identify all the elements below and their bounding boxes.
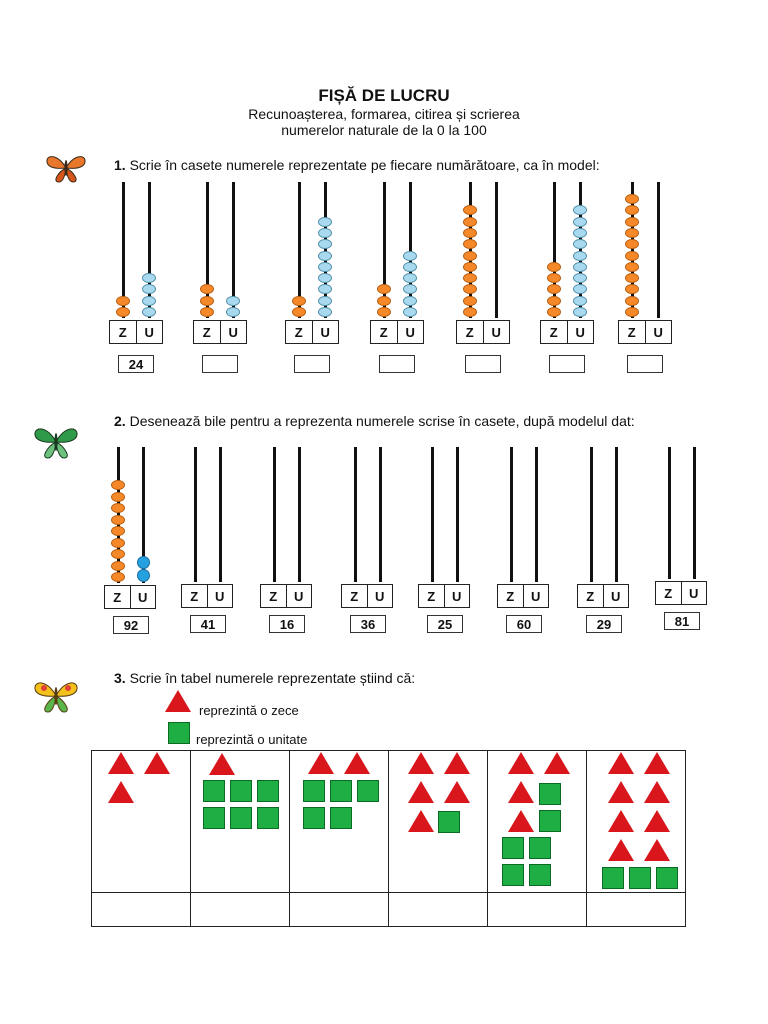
units-rod (693, 447, 696, 579)
tens-rod (510, 447, 513, 582)
table-answer-cell[interactable] (389, 893, 488, 927)
tens-label: Z (465, 324, 474, 340)
zu-label-box (655, 581, 707, 605)
number-box: 16 (269, 615, 305, 633)
units-bead (318, 228, 332, 238)
units-bead (318, 239, 332, 249)
unit-square (330, 780, 352, 802)
exercise-1-instruction (114, 157, 600, 173)
tens-bead (377, 296, 391, 306)
ten-triangle (508, 810, 534, 832)
unit-square (330, 807, 352, 829)
zu-label-box (181, 584, 233, 608)
tens-bead (463, 251, 477, 261)
units-label: U (645, 321, 672, 343)
answer-box[interactable] (549, 355, 585, 373)
tens-bead (463, 228, 477, 238)
ten-triangle (408, 781, 434, 803)
number-box: 92 (113, 616, 149, 634)
legend-triangle-text: reprezintă o zece (199, 703, 299, 718)
tens-bead (625, 307, 639, 317)
answer-box[interactable] (627, 355, 663, 373)
units-label: U (367, 585, 393, 607)
units-rod (379, 447, 382, 582)
tens-bead (547, 307, 561, 317)
tens-bead (547, 296, 561, 306)
tens-bead (111, 538, 125, 548)
tens-bead (625, 273, 639, 283)
units-rod (657, 182, 660, 318)
exercise-2-instruction (114, 413, 635, 429)
units-bead (318, 262, 332, 272)
table-answer-cell[interactable] (587, 893, 686, 927)
legend-square-text: reprezintă o unitate (196, 732, 308, 747)
ten-triangle (344, 752, 370, 774)
tens-bead (377, 284, 391, 294)
zu-label-box (456, 320, 510, 344)
tens-bead (111, 561, 125, 571)
tens-rod (194, 447, 197, 582)
tens-bead (625, 239, 639, 249)
tens-label: Z (269, 588, 278, 604)
units-bead (318, 307, 332, 317)
ten-triangle (608, 810, 634, 832)
units-bead (403, 284, 417, 294)
ten-triangle (608, 781, 634, 803)
tens-bead (547, 273, 561, 283)
units-bead (573, 284, 587, 294)
units-bead (403, 273, 417, 283)
tens-label: Z (350, 588, 359, 604)
table-cell-shapes (92, 751, 191, 893)
unit-square (203, 780, 225, 802)
units-label: U (130, 586, 156, 608)
tens-bead (463, 296, 477, 306)
tens-bead (625, 284, 639, 294)
tens-bead (547, 262, 561, 272)
butterfly-icon (32, 678, 80, 714)
tens-bead (111, 492, 125, 502)
units-bead (403, 307, 417, 317)
units-label: U (286, 585, 312, 607)
butterfly-icon (32, 424, 80, 460)
unit-square (539, 783, 561, 805)
tens-label: Z (549, 324, 558, 340)
number-box: 60 (506, 615, 542, 633)
units-label: U (567, 321, 594, 343)
tens-label: Z (586, 588, 595, 604)
units-bead (226, 307, 240, 317)
exercise-1-text: Scrie în casete numerele reprezentate pe fiecare numărătoare, ca în model: (129, 157, 600, 173)
ten-triangle (644, 839, 670, 861)
tens-rod (431, 447, 434, 582)
ten-triangle (508, 752, 534, 774)
tens-bead (463, 307, 477, 317)
unit-square (303, 780, 325, 802)
butterfly-icon (44, 152, 88, 184)
tens-rod (273, 447, 276, 582)
units-rod (456, 447, 459, 582)
units-bead (137, 556, 150, 569)
unit-square (230, 780, 252, 802)
zu-label-box (193, 320, 247, 344)
tens-bead (463, 273, 477, 283)
number-box: 41 (190, 615, 226, 633)
ten-triangle (308, 752, 334, 774)
tens-bead (116, 307, 130, 317)
exercise-3-number: 3. (114, 670, 126, 686)
tens-bead (463, 239, 477, 249)
legend-triangle-icon (165, 690, 191, 712)
table-answer-cell[interactable] (290, 893, 389, 927)
units-bead (403, 251, 417, 261)
tens-label: Z (202, 324, 211, 340)
tens-bead (111, 503, 125, 513)
table-answer-cell[interactable] (488, 893, 587, 927)
units-label: U (681, 582, 707, 604)
zu-label-box (618, 320, 672, 344)
units-label: U (444, 585, 470, 607)
ten-triangle (608, 752, 634, 774)
ten-triangle (408, 752, 434, 774)
units-bead (318, 273, 332, 283)
tens-bead (116, 296, 130, 306)
units-label: U (220, 321, 247, 343)
units-bead (318, 217, 332, 227)
units-label: U (603, 585, 629, 607)
units-bead (573, 228, 587, 238)
exercise-3-table (91, 750, 686, 927)
number-box: 81 (664, 612, 700, 630)
units-bead (573, 273, 587, 283)
tens-rod (668, 447, 671, 579)
tens-bead (111, 549, 125, 559)
tens-label: Z (427, 588, 436, 604)
ten-triangle (108, 781, 134, 803)
tens-bead (463, 217, 477, 227)
units-bead (573, 307, 587, 317)
exercise-2-number: 2. (114, 413, 126, 429)
exercise-3-text: Scrie în tabel numerele reprezentate știind că: (129, 670, 416, 686)
tens-bead (200, 296, 214, 306)
tens-bead (625, 194, 639, 204)
legend-square-icon (168, 722, 190, 744)
unit-square (230, 807, 252, 829)
tens-bead (463, 262, 477, 272)
units-bead (318, 284, 332, 294)
tens-bead (463, 205, 477, 215)
tens-bead (200, 284, 214, 294)
unit-square (539, 810, 561, 832)
ten-triangle (444, 752, 470, 774)
unit-square (303, 807, 325, 829)
ten-triangle (508, 781, 534, 803)
units-rod (298, 447, 301, 582)
ten-triangle (108, 752, 134, 774)
units-bead (573, 217, 587, 227)
tens-bead (625, 205, 639, 215)
ten-triangle (644, 752, 670, 774)
unit-square (529, 837, 551, 859)
tens-rod (590, 447, 593, 582)
tens-label: Z (118, 324, 127, 340)
ten-triangle (644, 810, 670, 832)
units-bead (403, 262, 417, 272)
table-answer-cell[interactable] (92, 893, 191, 927)
units-bead (142, 307, 156, 317)
answer-box[interactable] (465, 355, 501, 373)
answer-box[interactable] (294, 355, 330, 373)
units-bead (573, 262, 587, 272)
tens-label: Z (379, 324, 388, 340)
tens-bead (625, 296, 639, 306)
units-rod (495, 182, 498, 318)
zu-label-box (341, 584, 393, 608)
unit-square (502, 837, 524, 859)
ten-triangle (408, 810, 434, 832)
tens-bead (292, 296, 306, 306)
tens-label: Z (506, 588, 515, 604)
zu-label-box (109, 320, 163, 344)
unit-square (529, 864, 551, 886)
units-bead (226, 296, 240, 306)
subtitle-line-1: Recunoașterea, formarea, citirea și scrierea (248, 106, 520, 122)
ten-triangle (444, 781, 470, 803)
units-bead (403, 296, 417, 306)
answer-box[interactable] (379, 355, 415, 373)
tens-bead (111, 515, 125, 525)
unit-square (257, 807, 279, 829)
units-label: U (312, 321, 339, 343)
tens-bead (625, 228, 639, 238)
zu-label-box (370, 320, 424, 344)
unit-square (257, 780, 279, 802)
zu-label-box (497, 584, 549, 608)
unit-square (203, 807, 225, 829)
units-rod (219, 447, 222, 582)
zu-label-box (577, 584, 629, 608)
answer-box[interactable]: 24 (118, 355, 154, 373)
number-box: 25 (427, 615, 463, 633)
ten-triangle (544, 752, 570, 774)
units-bead (142, 284, 156, 294)
number-box: 36 (350, 615, 386, 633)
units-label: U (523, 585, 549, 607)
tens-bead (625, 251, 639, 261)
units-bead (573, 205, 587, 215)
units-rod (615, 447, 618, 582)
unit-square (502, 864, 524, 886)
ten-triangle (644, 781, 670, 803)
tens-bead (292, 307, 306, 317)
units-bead (573, 251, 587, 261)
units-label: U (397, 321, 424, 343)
zu-label-box (418, 584, 470, 608)
tens-bead (200, 307, 214, 317)
table-answer-cell[interactable] (191, 893, 290, 927)
unit-square (357, 780, 379, 802)
units-label: U (136, 321, 163, 343)
tens-label: Z (664, 585, 673, 601)
tens-label: Z (294, 324, 303, 340)
zu-label-box (104, 585, 156, 609)
exercise-2-text: Desenează bile pentru a reprezenta numerele scrise în casete, după modelul dat: (129, 413, 635, 429)
exercise-3-instruction (114, 670, 415, 686)
tens-bead (111, 572, 125, 582)
subtitle-line-2: numerelor naturale de la 0 la 100 (281, 122, 487, 138)
tens-rod (354, 447, 357, 582)
ten-triangle (144, 752, 170, 774)
tens-bead (377, 307, 391, 317)
tens-label: Z (627, 324, 636, 340)
unit-square (602, 867, 624, 889)
unit-square (629, 867, 651, 889)
units-label: U (483, 321, 510, 343)
units-bead (318, 251, 332, 261)
unit-square (656, 867, 678, 889)
tens-bead (625, 217, 639, 227)
units-bead (137, 569, 150, 582)
ten-triangle (608, 839, 634, 861)
units-bead (142, 296, 156, 306)
units-rod (535, 447, 538, 582)
page-title: FIȘĂ DE LUCRU (318, 86, 450, 105)
units-bead (573, 239, 587, 249)
ten-triangle (209, 753, 235, 775)
number-box: 29 (586, 615, 622, 633)
units-label: U (207, 585, 233, 607)
units-bead (318, 296, 332, 306)
units-bead (142, 273, 156, 283)
tens-bead (463, 284, 477, 294)
zu-label-box (285, 320, 339, 344)
tens-bead (111, 526, 125, 536)
answer-box[interactable] (202, 355, 238, 373)
zu-label-box (260, 584, 312, 608)
unit-square (438, 811, 460, 833)
tens-label: Z (113, 589, 122, 605)
tens-label: Z (190, 588, 199, 604)
exercise-1-number: 1. (114, 157, 126, 173)
zu-label-box (540, 320, 594, 344)
tens-bead (625, 262, 639, 272)
tens-bead (111, 480, 125, 490)
tens-bead (547, 284, 561, 294)
units-bead (573, 296, 587, 306)
